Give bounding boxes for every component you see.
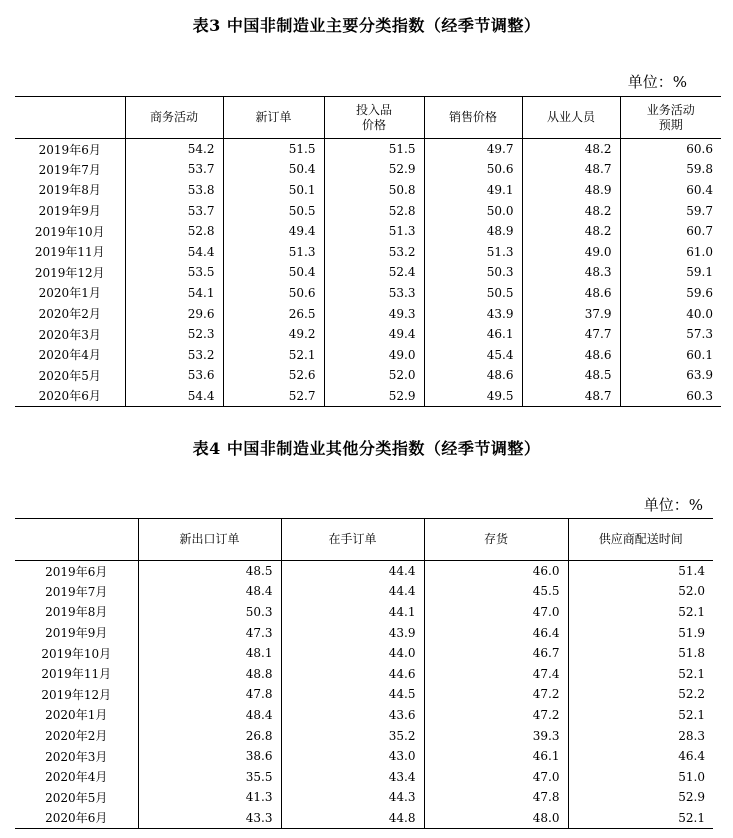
- value-cell: 26.8: [138, 725, 281, 746]
- value-cell: 48.7: [522, 386, 620, 407]
- value-cell: 53.3: [324, 283, 424, 304]
- value-cell: 51.8: [568, 643, 713, 664]
- value-cell: 48.6: [522, 283, 620, 304]
- row-label-cell: 2019年7月: [38, 162, 101, 177]
- value-cell: 51.3: [324, 221, 424, 242]
- table-row: [15, 159, 721, 180]
- value-cell: 43.9: [281, 622, 424, 643]
- value-cell: 44.0: [281, 643, 424, 664]
- column-header: 存货: [424, 519, 568, 561]
- value-cell: 48.5: [138, 561, 281, 582]
- value-cell: 45.5: [424, 581, 568, 602]
- value-cell: 52.8: [125, 221, 223, 242]
- value-cell: 44.1: [281, 602, 424, 623]
- value-cell: 53.6: [125, 365, 223, 386]
- value-cell: 45.4: [424, 344, 522, 365]
- row-label-cell: 2019年10月: [41, 646, 112, 661]
- value-cell: 50.4: [223, 159, 324, 180]
- value-cell: 53.7: [125, 200, 223, 221]
- table-row: [15, 705, 713, 726]
- row-label-cell: 2020年6月: [45, 811, 108, 826]
- table-row: [15, 561, 713, 582]
- value-cell: 52.1: [568, 705, 713, 726]
- row-label-cell: 2020年5月: [38, 368, 101, 383]
- value-cell: 43.3: [138, 808, 281, 829]
- row-label-cell: 2019年9月: [45, 626, 108, 641]
- value-cell: 63.9: [620, 365, 721, 386]
- value-cell: 47.7: [522, 324, 620, 345]
- table4: [15, 518, 713, 829]
- row-label-cell: 2019年6月: [38, 142, 101, 157]
- table-row: [15, 386, 721, 407]
- value-cell: 52.1: [568, 663, 713, 684]
- value-cell: 48.4: [138, 705, 281, 726]
- value-cell: 60.4: [620, 180, 721, 201]
- value-cell: 54.2: [125, 139, 223, 160]
- table-row: [15, 365, 721, 386]
- value-cell: 43.6: [281, 705, 424, 726]
- value-cell: 59.7: [620, 200, 721, 221]
- table-row: [15, 200, 721, 221]
- row-label-cell: 2020年6月: [38, 389, 101, 404]
- table-row: [15, 643, 713, 664]
- value-cell: 49.0: [324, 344, 424, 365]
- table4-unit: 单位：%: [643, 496, 703, 514]
- value-cell: 47.4: [424, 663, 568, 684]
- value-cell: 48.2: [522, 139, 620, 160]
- value-cell: 51.5: [324, 139, 424, 160]
- value-cell: 54.1: [125, 283, 223, 304]
- value-cell: 51.9: [568, 622, 713, 643]
- value-cell: 44.8: [281, 808, 424, 829]
- value-cell: 44.4: [281, 581, 424, 602]
- value-cell: 52.0: [324, 365, 424, 386]
- row-label-cell: 2020年2月: [38, 307, 101, 322]
- value-cell: 46.7: [424, 643, 568, 664]
- value-cell: 52.9: [324, 159, 424, 180]
- value-cell: 49.5: [424, 386, 522, 407]
- value-cell: 44.3: [281, 787, 424, 808]
- value-cell: 28.3: [568, 725, 713, 746]
- value-cell: 60.7: [620, 221, 721, 242]
- value-cell: 48.1: [138, 643, 281, 664]
- value-cell: 53.2: [125, 344, 223, 365]
- table-row: [15, 787, 713, 808]
- value-cell: 48.3: [522, 262, 620, 283]
- value-cell: 57.3: [620, 324, 721, 345]
- value-cell: 51.3: [223, 241, 324, 262]
- value-cell: 50.6: [424, 159, 522, 180]
- row-label-cell: 2020年4月: [38, 348, 101, 363]
- value-cell: 29.6: [125, 303, 223, 324]
- row-label-cell: 2019年6月: [45, 564, 108, 579]
- value-cell: 47.0: [424, 602, 568, 623]
- value-cell: 46.1: [424, 324, 522, 345]
- value-cell: 59.6: [620, 283, 721, 304]
- value-cell: 59.1: [620, 262, 721, 283]
- value-cell: 47.0: [424, 766, 568, 787]
- value-cell: 60.1: [620, 344, 721, 365]
- header-corner-cell: [15, 519, 138, 561]
- table-row: [15, 344, 721, 365]
- column-header: 从业人员: [522, 97, 620, 139]
- table3-body: [15, 139, 721, 407]
- value-cell: 49.1: [424, 180, 522, 201]
- value-cell: 52.9: [568, 787, 713, 808]
- value-cell: 52.0: [568, 581, 713, 602]
- value-cell: 52.1: [568, 808, 713, 829]
- row-label-cell: 2020年4月: [45, 770, 108, 785]
- table-row: [15, 283, 721, 304]
- value-cell: 61.0: [620, 241, 721, 262]
- value-cell: 60.3: [620, 386, 721, 407]
- table4-header-row: [15, 519, 713, 561]
- column-header: 业务活动 预期: [620, 97, 721, 139]
- value-cell: 52.8: [324, 200, 424, 221]
- value-cell: 49.0: [522, 241, 620, 262]
- value-cell: 46.4: [568, 746, 713, 767]
- value-cell: 52.9: [324, 386, 424, 407]
- value-cell: 50.6: [223, 283, 324, 304]
- value-cell: 39.3: [424, 725, 568, 746]
- column-header: 新订单: [223, 97, 324, 139]
- row-label-cell: 2020年5月: [45, 790, 108, 805]
- value-cell: 48.4: [138, 581, 281, 602]
- column-header: 新出口订单: [138, 519, 281, 561]
- value-cell: 53.8: [125, 180, 223, 201]
- value-cell: 51.3: [424, 241, 522, 262]
- value-cell: 49.4: [223, 221, 324, 242]
- table-row: [15, 725, 713, 746]
- value-cell: 40.0: [620, 303, 721, 324]
- table-row: [15, 684, 713, 705]
- column-header: 销售价格: [424, 97, 522, 139]
- value-cell: 48.6: [522, 344, 620, 365]
- value-cell: 53.2: [324, 241, 424, 262]
- column-header: 在手订单: [281, 519, 424, 561]
- value-cell: 60.6: [620, 139, 721, 160]
- table-row: [15, 808, 713, 829]
- value-cell: 50.8: [324, 180, 424, 201]
- value-cell: 52.1: [568, 602, 713, 623]
- row-label-cell: 2019年8月: [38, 183, 101, 198]
- value-cell: 50.5: [424, 283, 522, 304]
- table-row: [15, 602, 713, 623]
- header-corner-cell: [15, 97, 125, 139]
- value-cell: 48.2: [522, 200, 620, 221]
- row-label-cell: 2020年3月: [45, 749, 108, 764]
- value-cell: 43.0: [281, 746, 424, 767]
- row-label-cell: 2019年11月: [34, 245, 105, 260]
- value-cell: 48.2: [522, 221, 620, 242]
- value-cell: 41.3: [138, 787, 281, 808]
- table-row: [15, 324, 721, 345]
- value-cell: 51.0: [568, 766, 713, 787]
- value-cell: 46.4: [424, 622, 568, 643]
- table-row: [15, 303, 721, 324]
- value-cell: 47.2: [424, 705, 568, 726]
- value-cell: 48.9: [522, 180, 620, 201]
- value-cell: 59.8: [620, 159, 721, 180]
- value-cell: 52.6: [223, 365, 324, 386]
- row-label-cell: 2020年1月: [38, 286, 101, 301]
- column-header: 投入品 价格: [324, 97, 424, 139]
- row-label-cell: 2019年9月: [38, 204, 101, 219]
- value-cell: 50.3: [138, 602, 281, 623]
- table3-title: 表3 中国非制造业主要分类指数（经季节调整）: [192, 16, 541, 35]
- value-cell: 26.5: [223, 303, 324, 324]
- value-cell: 48.9: [424, 221, 522, 242]
- table3-header-row: [15, 97, 721, 139]
- row-label-cell: 2019年12月: [41, 687, 112, 702]
- value-cell: 48.6: [424, 365, 522, 386]
- table4-body: [15, 561, 713, 829]
- value-cell: 38.6: [138, 746, 281, 767]
- table-row: [15, 622, 713, 643]
- value-cell: 54.4: [125, 241, 223, 262]
- value-cell: 52.1: [223, 344, 324, 365]
- row-label-cell: 2020年1月: [45, 708, 108, 723]
- value-cell: 47.2: [424, 684, 568, 705]
- value-cell: 48.0: [424, 808, 568, 829]
- value-cell: 53.7: [125, 159, 223, 180]
- value-cell: 50.3: [424, 262, 522, 283]
- value-cell: 35.5: [138, 766, 281, 787]
- value-cell: 52.3: [125, 324, 223, 345]
- value-cell: 50.4: [223, 262, 324, 283]
- value-cell: 51.5: [223, 139, 324, 160]
- value-cell: 51.4: [568, 561, 713, 582]
- table-row: [15, 262, 721, 283]
- value-cell: 49.2: [223, 324, 324, 345]
- value-cell: 37.9: [522, 303, 620, 324]
- value-cell: 50.5: [223, 200, 324, 221]
- row-label-cell: 2019年7月: [45, 584, 108, 599]
- value-cell: 47.8: [138, 684, 281, 705]
- row-label-cell: 2019年12月: [34, 265, 105, 280]
- value-cell: 49.7: [424, 139, 522, 160]
- value-cell: 49.3: [324, 303, 424, 324]
- value-cell: 54.4: [125, 386, 223, 407]
- table-row: [15, 581, 713, 602]
- value-cell: 48.5: [522, 365, 620, 386]
- table-row: [15, 766, 713, 787]
- table-row: [15, 139, 721, 160]
- value-cell: 46.1: [424, 746, 568, 767]
- value-cell: 43.4: [281, 766, 424, 787]
- table3: [15, 96, 721, 407]
- row-label-cell: 2019年8月: [45, 605, 108, 620]
- table-row: [15, 180, 721, 201]
- value-cell: 52.2: [568, 684, 713, 705]
- column-header: 供应商配送时间: [568, 519, 713, 561]
- table-row: [15, 746, 713, 767]
- value-cell: 52.4: [324, 262, 424, 283]
- table-row: [15, 241, 721, 262]
- value-cell: 50.0: [424, 200, 522, 221]
- value-cell: 53.5: [125, 262, 223, 283]
- column-header: 商务活动: [125, 97, 223, 139]
- value-cell: 43.9: [424, 303, 522, 324]
- row-label-cell: 2020年3月: [38, 327, 101, 342]
- table-row: [15, 221, 721, 242]
- value-cell: 44.5: [281, 684, 424, 705]
- row-label-cell: 2019年11月: [41, 667, 112, 682]
- row-label-cell: 2019年10月: [34, 224, 105, 239]
- table-row: [15, 663, 713, 684]
- value-cell: 49.4: [324, 324, 424, 345]
- value-cell: 52.7: [223, 386, 324, 407]
- value-cell: 46.0: [424, 561, 568, 582]
- value-cell: 48.8: [138, 663, 281, 684]
- value-cell: 48.7: [522, 159, 620, 180]
- value-cell: 47.3: [138, 622, 281, 643]
- row-label-cell: 2020年2月: [45, 729, 108, 744]
- value-cell: 44.6: [281, 663, 424, 684]
- value-cell: 35.2: [281, 725, 424, 746]
- value-cell: 44.4: [281, 561, 424, 582]
- table3-unit: 单位：%: [627, 73, 687, 91]
- value-cell: 47.8: [424, 787, 568, 808]
- table4-title: 表4 中国非制造业其他分类指数（经季节调整）: [192, 439, 541, 458]
- value-cell: 50.1: [223, 180, 324, 201]
